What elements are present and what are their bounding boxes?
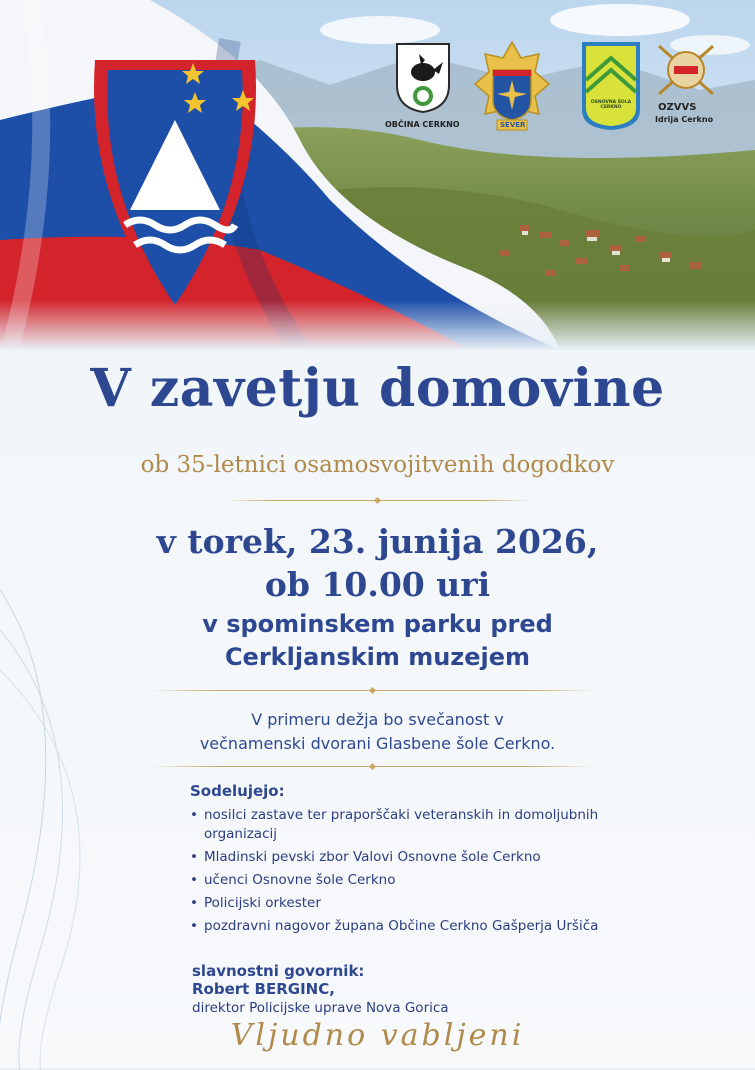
speaker-name: Robert BERGINC, <box>192 980 335 998</box>
veterans-emblem-icon <box>653 40 719 100</box>
ozvvs-sublabel: Idrija Cerkno <box>655 115 714 124</box>
sever-logo <box>473 40 553 136</box>
bullet-icon: • <box>190 807 198 823</box>
partner-logos <box>385 40 735 140</box>
osnovna-sola-cerkno-logo <box>580 40 644 132</box>
bullet-icon: • <box>190 918 198 934</box>
divider <box>225 500 530 501</box>
page-subtitle: ob 35-letnici osamosvojitvenih dogodkov <box>140 452 615 478</box>
event-place-line2: Cerkljanskim muzejem <box>224 643 531 671</box>
event-date: v torek, 23. junija 2026, <box>156 522 599 561</box>
ozvvs-label: OZVVS <box>658 102 697 113</box>
rain-notice-line2: večnamenski dvorani Glasbene šole Cerkno. <box>199 734 556 753</box>
bullet-icon: • <box>190 895 198 911</box>
divider <box>150 766 595 767</box>
participants-list <box>190 806 610 936</box>
divider <box>150 690 595 691</box>
speaker-position: direktor Policijske uprave Nova Gorica <box>192 1000 449 1016</box>
participants-section <box>190 782 610 940</box>
sever-label: SEVER <box>500 121 526 129</box>
speaker-role: slavnostni govornik: <box>192 962 365 980</box>
speaker-section <box>192 962 449 1018</box>
list-item: • učenci Osnovne šole Cerkno <box>190 872 396 888</box>
list-item: • Mladinski pevski zbor Valovi Osnovne šole Cerkno <box>190 849 541 865</box>
ozvvs-logo <box>653 40 723 124</box>
capercaillie-crest-icon <box>393 40 453 115</box>
rain-notice-line1: V primeru dežja bo svečanost v <box>251 710 504 729</box>
bullet-icon: • <box>190 849 198 865</box>
obcina-cerkno-label: OBČINA CERKNO <box>385 120 460 129</box>
list-item: • nosilci zastave ter praporščaki veteranskih in domoljubnih organizacij <box>190 807 599 842</box>
bullet-icon: • <box>190 872 198 888</box>
participants-heading: Sodelujejo: <box>190 782 285 800</box>
event-place-line1: v spominskem parku pred <box>202 610 553 638</box>
event-time: ob 10.00 uri <box>264 565 491 604</box>
list-item: • Policijski orkester <box>190 895 321 911</box>
osnovna-sola-label: OSNOVNA ŠOLA CERKNO <box>590 100 632 110</box>
decorative-lines <box>0 330 200 1070</box>
obcina-cerkno-logo <box>385 40 463 129</box>
page-title: V zavetju domovine <box>90 358 665 419</box>
closing-invitation: Vljudno vabljeni <box>230 1018 525 1053</box>
header-banner <box>0 0 755 350</box>
school-shield-icon <box>580 40 642 132</box>
list-item: • pozdravni nagovor župana Občine Cerkno Gašperja Uršiča <box>190 918 599 934</box>
